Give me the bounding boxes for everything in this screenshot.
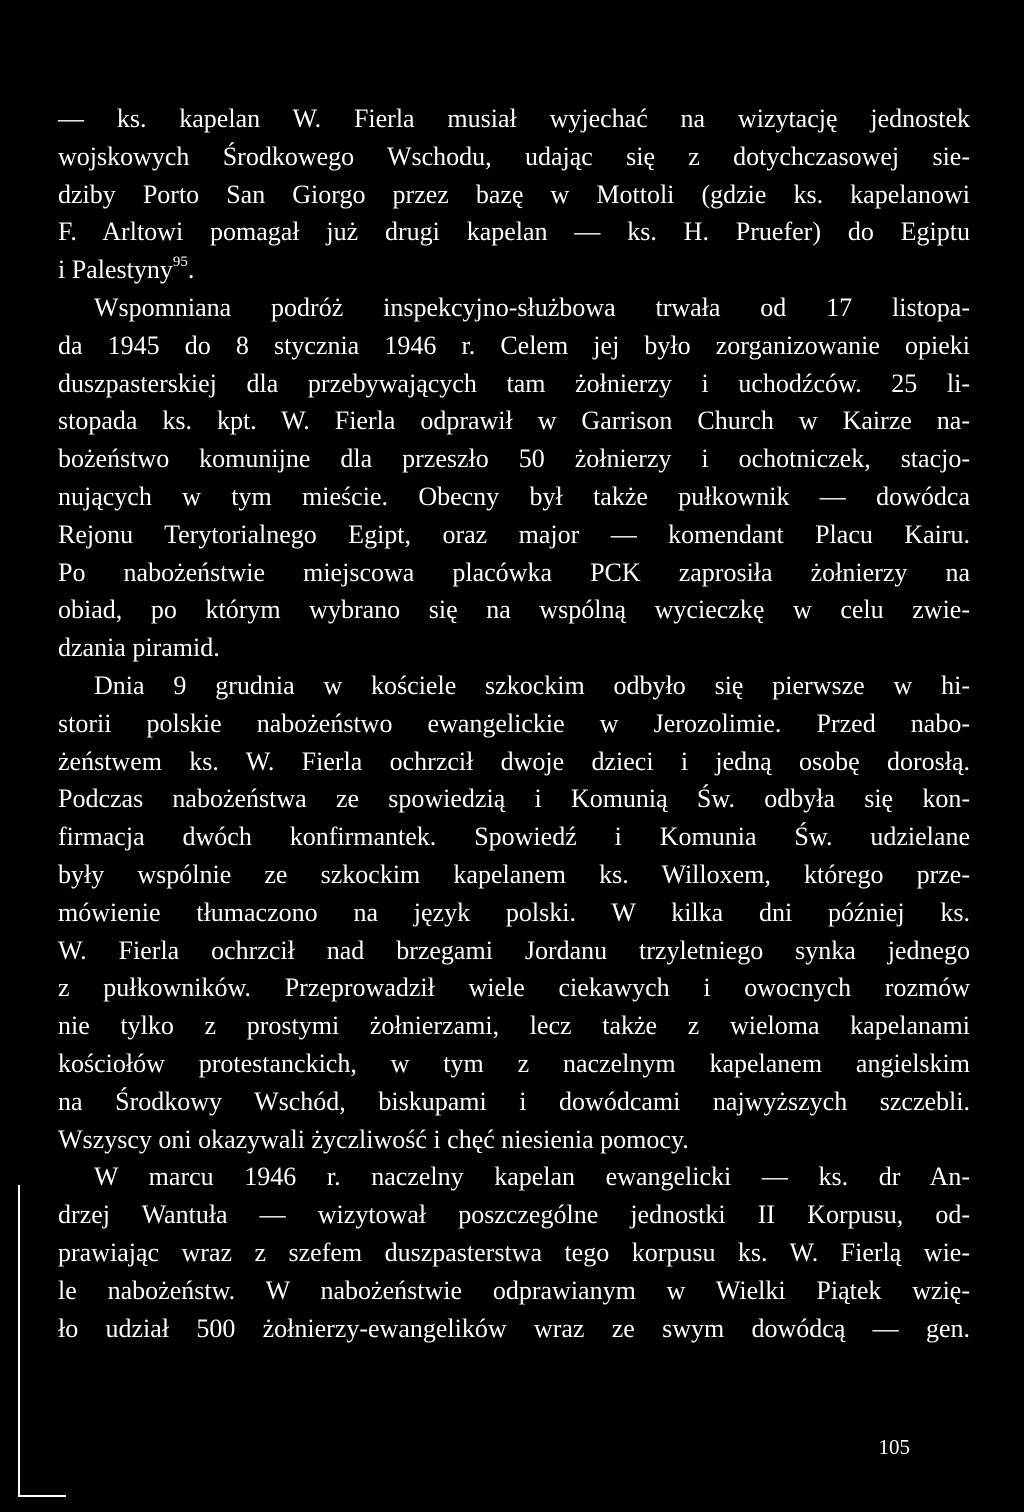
text-line: drzej Wantuła — wizytował poszczególne jednostki II Korpusu, od- [58,1200,970,1230]
text-line: dziby Porto San Giorgo przez bazę w Mottoli (gdzie ks. kapelanowi [58,179,970,209]
text-line: dzania piramid. [58,633,220,663]
text-line: Podczas nabożeństwa ze spowiedzią i Komunią Św. odbyła się kon- [58,784,970,814]
text-line: Rejonu Terytorialnego Egipt, oraz major — komendant Placu Kairu. [58,519,970,549]
text-line: z pułkowników. Przeprowadził wiele ciekawych i owocnych rozmów [58,973,970,1003]
text-line: były wspólnie ze szkockim kapelanem ks. Willoxem, którego prze- [58,859,970,889]
text-line: da 1945 do 8 stycznia 1946 r. Celem jej było zorganizowanie opieki [58,330,970,360]
text-line: — ks. kapelan W. Fierla musiał wyjechać na wizytację jednostek [58,104,970,133]
text-line: le nabożeństw. W nabożeństwie odprawianym w Wielki Piątek wzię- [58,1275,970,1305]
text-line: W marcu 1946 r. naczelny kapelan ewangelicki — ks. dr An- [94,1162,970,1192]
text-line: F. Arltowi pomagał już drugi kapelan — ks. H. Pruefer) do Egiptu [58,217,970,247]
text-line: storii polskie nabożeństwo ewangelickie w Jerozolimie. Przed nabo- [58,708,970,738]
text-line-with-footnote [58,251,970,289]
text-line: Wszyscy oni okazywali życzliwość i chęć niesienia pomocy. [58,1124,689,1154]
text-line: kościołów protestanckich, w tym z naczelnym kapelanem angielskim [58,1048,970,1078]
text-line: wojskowych Środkowego Wschodu, udając się z dotychczasowej sie- [58,141,970,171]
text-line: Po nabożeństwie miejscowa placówka PCK zaprosiła żołnierzy na [58,557,970,587]
text-line: żeństwem ks. W. Fierla ochrzcił dwoje dzieci i jedną osobę dorosłą. [58,746,970,776]
margin-vertical-rule [18,1185,20,1497]
text-fragment: i Palestyny [58,255,173,285]
text-line: bożeństwo komunijne dla przeszło 50 żołnierzy i ochotniczek, stacjo- [58,444,970,474]
footnote-reference: 95 [172,254,188,271]
text-line: nujących w tym mieście. Obecny był także pułkownik — dowódca [58,481,970,511]
text-line: na Środkowy Wschód, biskupami i dowódcami najwyższych szczebli. [58,1086,970,1116]
text-line: prawiając wraz z szefem duszpasterstwa tego korpusu ks. W. Fierlą wie- [58,1237,970,1267]
page-body-text [58,100,970,1347]
text-line: obiad, po którym wybrano się na wspólną wycieczkę w celu zwie- [58,595,970,625]
text-line: ło udział 500 żołnierzy-ewangelików wraz ze swym dowódcą — gen. [58,1313,970,1343]
text-line: nie tylko z prostymi żołnierzami, lecz także z wieloma kapelanami [58,1011,970,1041]
page-number: 105 [878,1435,910,1459]
text-line: duszpasterskiej dla przebywających tam żołnierzy i uchodźców. 25 li- [58,368,970,398]
text-line: firmacja dwóch konfirmantek. Spowiedź i Komunia Św. udzielane [58,822,970,852]
margin-horizontal-rule [18,1495,66,1497]
text-line: W. Fierla ochrzcił nad brzegami Jordanu trzyletniego synka jednego [58,935,970,965]
text-line: mówienie tłumaczono na język polski. W kilka dni później ks. [58,897,970,927]
text-line: stopada ks. kpt. W. Fierla odprawił w Garrison Church w Kairze na- [58,406,970,436]
text-line: Dnia 9 grudnia w kościele szkockim odbyło się pierwsze w hi- [94,670,970,700]
text-fragment: . [187,255,195,285]
text-line: Wspomniana podróż inspekcyjno-służbowa trwała od 17 listopa- [94,292,970,322]
